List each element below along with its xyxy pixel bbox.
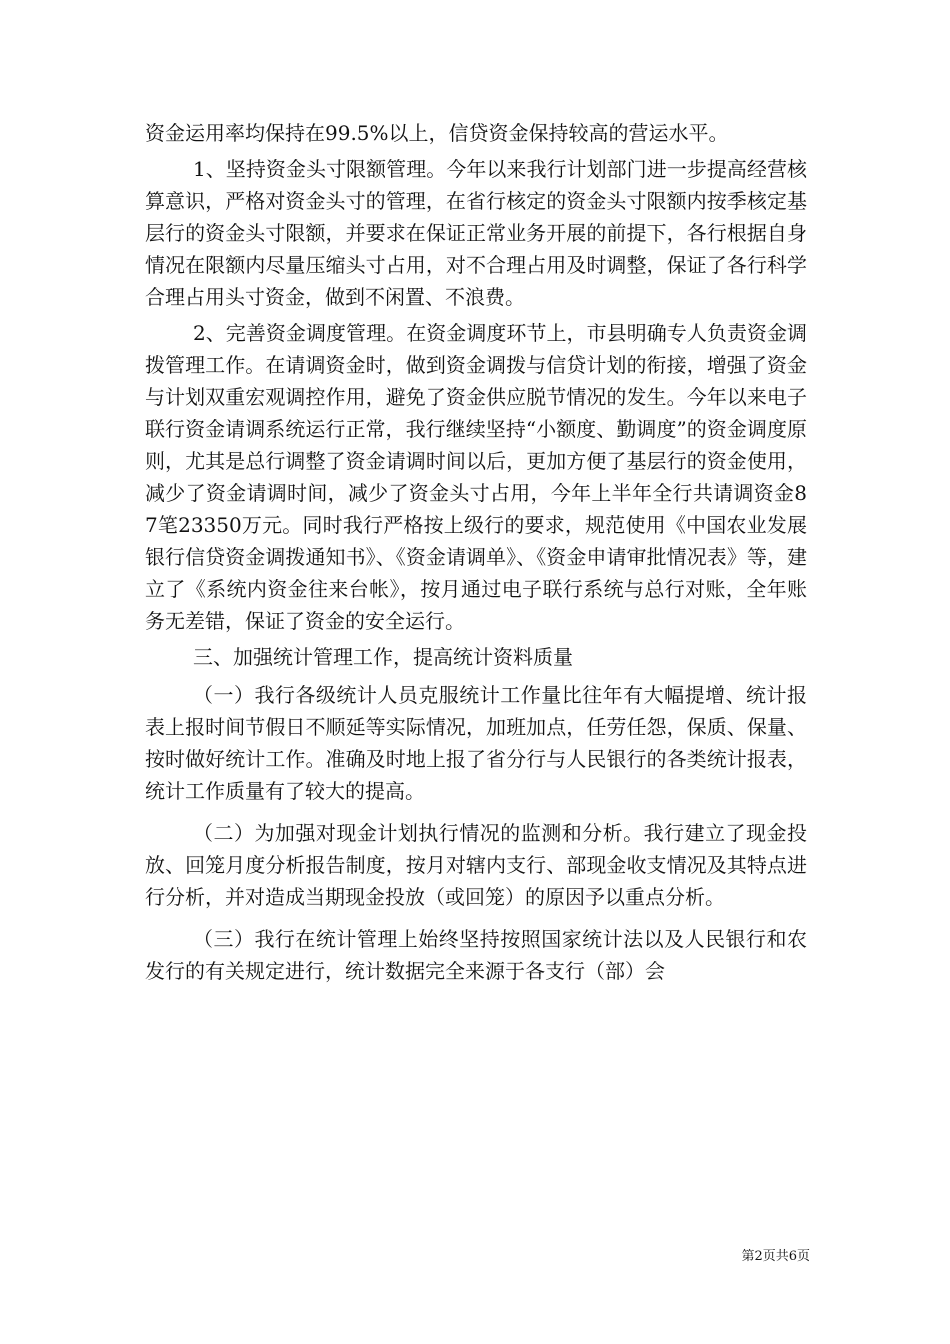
paragraph-statistics-compliance: （三）我行在统计管理上始终坚持按照国家统计法以及人民银行和农发行的有关规定进行，统计数据完全来源于各支行（部）会 xyxy=(145,927,807,983)
document-body xyxy=(145,117,807,987)
section-heading-statistics: 三、加强统计管理工作，提高统计资料质量 xyxy=(193,645,573,669)
paragraph-fund-utilization: 资金运用率均保持在99.5%以上，信贷资金保持较高的营运水平。 xyxy=(145,121,729,145)
paragraph-cash-monitoring: （二）为加强对现金计划执行情况的监测和分析。我行建立了现金投放、回笼月度分析报告制度，按月对辖内支行、部现金收支情况及其特点进行分析，并对造成当期现金投放（或回笼）的原因予以重点分析。 xyxy=(145,821,807,909)
page-number-footer: 第2页共6页 xyxy=(741,1249,810,1264)
paragraph-statistics-staff: （一）我行各级统计人员克服统计工作量比往年有大幅提增、统计报表上报时间节假日不顺延等实际情况，加班加点，任劳任怨，保质、保量、按时做好统计工作。准确及时地上报了省分行与人民银行的各类统计报表，统计工作质量有了较大的提高。 xyxy=(145,683,807,803)
paragraph-fund-dispatch: 2、完善资金调度管理。在资金调度环节上，市县明确专人负责资金调拨管理工作。在请调资金时，做到资金调拨与信贷计划的衔接，增强了资金与计划双重宏观调控作用，避免了资金供应脱节情况的发生。今年以来电子联行资金请调系统运行正常，我行继续坚持“小额度、勤调度”的资金调度原则，尤其是总行调整了资金请调时间以后，更加方便了基层行的资金使用，减少了资金请调时间，减少了资金头寸占用，今年上半年全行共请调资金87笔23350万元。同时我行严格按上级行的要求，规范使用《中国农业发展银行信贷资金调拨通知书》、《资金请调单》、《资金申请审批情况表》等，建立了《系统内资金往来台帐》，按月通过电子联行系统与总行对账，全年账务无差错，保证了资金的安全运行。 xyxy=(145,321,807,633)
paragraph-position-limit: 1、坚持资金头寸限额管理。今年以来我行计划部门进一步提高经营核算意识，严格对资金头寸的管理，在省行核定的资金头寸限额内按季核定基层行的资金头寸限额，并要求在保证正常业务开展的前提下，各行根据自身情况在限额内尽量压缩头寸占用，对不合理占用及时调整，保证了各行科学合理占用头寸资金，做到不闲置、不浪费。 xyxy=(145,157,807,309)
